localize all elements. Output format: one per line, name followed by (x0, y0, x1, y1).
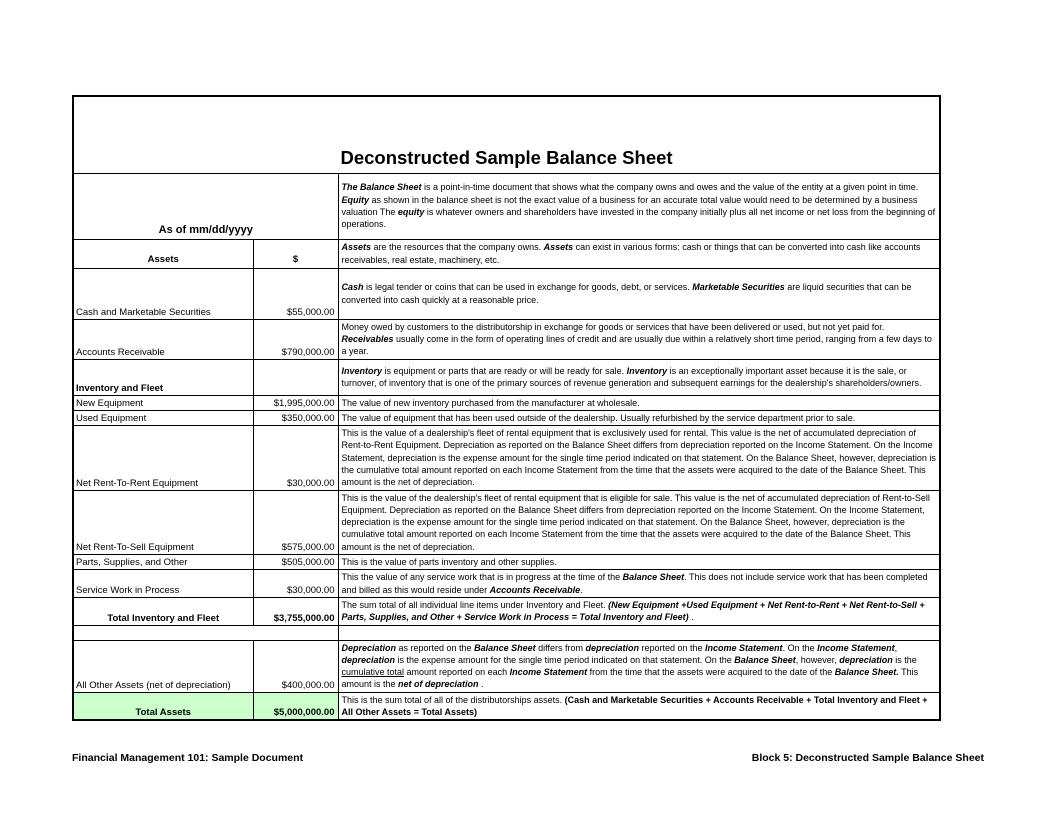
table-row-cash (73, 268, 940, 319)
balance-sheet-table (72, 95, 941, 721)
table-row-total-inventory (73, 597, 940, 625)
desc-cell-parts-supplies: This is the value of parts inventory and other supplies. (338, 555, 940, 570)
label-cell-new-equipment: New Equipment (73, 395, 253, 410)
desc-cell-accounts-receivable: Money owed by customers to the distributorship in exchange for goods or services that have been delivered or used, but not yet paid for. Receivables usually come in the form of operating lines of credit and are usually due within a relatively short time period, ranging from a few days to a year. (338, 319, 940, 359)
value-cell-net-rent-to-rent: $30,000.00 (253, 426, 338, 490)
page-title: Deconstructed Sample Balance Sheet (73, 96, 940, 173)
desc-cell-inventory-and-fleet: Inventory is equipment or parts that are ready or will be ready for sale. Inventory is an exceptionally important asset because it is the sale, or turnover, of inventory that is one of the primary sources of revenue generation and subsequent earnings for the dealership's shareholders/owners. (338, 359, 940, 395)
table-row-new-equipment (73, 395, 940, 410)
value-cell-parts-supplies: $505,000.00 (253, 555, 338, 570)
page-footer (72, 752, 984, 764)
desc-cell-total-inventory: The sum total of all individual line items under Inventory and Fleet. (New Equipment +Used Equipment + Net Rent-to-Rent + Net Rent-to-Sell + Parts, Supplies, and Other + Service Work in Process = Total Inventory and Fleet) . (338, 597, 940, 625)
desc-cell-total-assets: This is the sum total of all of the distributorships assets. (Cash and Marketable Securities + Accounts Receivable + Total Inventory and Fleet + All Other Assets = Total Assets) (338, 692, 940, 720)
table-row-service-work (73, 570, 940, 598)
value-cell-used-equipment: $350,000.00 (253, 410, 338, 425)
label-cell-accounts-receivable: Accounts Receivable (73, 319, 253, 359)
value-cell-new-equipment: $1,995,000.00 (253, 395, 338, 410)
table-row-assets-header (73, 239, 940, 268)
desc-cell-new-equipment: The value of new inventory purchased from the manufacturer at wholesale. (338, 395, 940, 410)
value-cell-total-assets: $5,000,000.00 (253, 692, 338, 720)
spacer-desc-cell (338, 625, 940, 640)
value-cell-all-other-assets: $400,000.00 (253, 640, 338, 692)
assets-header-cell: Assets (73, 239, 253, 268)
desc-cell-service-work: This the value of any service work that is in progress at the time of the Balance Sheet. This does not include service work that has been completed and billed as this would reside under Accounts Receivable. (338, 570, 940, 598)
label-cell-total-inventory: Total Inventory and Fleet (73, 597, 253, 625)
desc-cell-used-equipment: The value of equipment that has been used outside of the dealership. Usually refurbished by the service department prior to sale. (338, 410, 940, 425)
desc-cell-all-other-assets: Depreciation as reported on the Balance Sheet differs from depreciation reported on the Income Statement. On the Income Statement, depreciation is the expense amount for the single time period indicated on that statement. On the Balance Sheet, however, depreciation is the cumulative total amount reported on each Income Statement from the time that the assets were acquired to the date of the Balance Sheet. This amount is the net of depreciation . (338, 640, 940, 692)
value-cell-cash: $55,000.00 (253, 268, 338, 319)
table-row-net-rent-to-sell (73, 490, 940, 554)
table-row-spacer (73, 625, 940, 640)
label-cell-all-other-assets: All Other Assets (net of depreciation) (73, 640, 253, 692)
dollar-header-cell: $ (253, 239, 338, 268)
value-cell-accounts-receivable: $790,000.00 (253, 319, 338, 359)
table-row-parts-supplies (73, 555, 940, 570)
label-cell-service-work: Service Work in Process (73, 570, 253, 598)
desc-cell-as-of: The Balance Sheet is a point-in-time document that shows what the company owns and owes and the value of the entity at a given point in time. Equity as shown in the balance sheet is not the exact value of a business for an accurate total value would need to be determined by a business valuation The equity is whatever owners and shareholders have invested in the company initially plus all net income or net loss from the beginning of operations. (338, 173, 940, 239)
footer-left-text: Financial Management 101: Sample Document (72, 752, 304, 764)
desc-cell-net-rent-to-sell: This is the value of the dealership's fleet of rental equipment that is eligible for sale. This value is the net of accumulated depreciation of Rent-to-Sell Equipment. Depreciation as reported on the Balance Sheet differs from depreciation reported on the Income Statement. On the Income Statement, depreciation is the expense amount for the single time period indicated on that statement. On the Balance Sheet, however, depreciation is the cumulative total amount reported on each Income Statement from the time that the assets were acquired to the date of the Balance Sheet. This amount is the net of depreciation. (338, 490, 940, 554)
table-row-as-of (73, 173, 940, 239)
desc-cell-net-rent-to-rent: This is the value of a dealership's fleet of rental equipment that is exclusively used for rental. This value is the net of accumulated depreciation of Rent-to-Rent Equipment. Depreciation as reported on the Balance Sheet differs from depreciation reported on the Income Statement. On the Income Statement, depreciation is the expense amount for the single time period indicated on that statement. On the Balance Sheet, however, depreciation is the cumulative total amount reported on each Income Statement from the time that the assets were acquired to the date of the Balance Sheet. This amount is the net of depreciation. (338, 426, 940, 490)
title-row (73, 96, 940, 173)
label-cell-total-assets: Total Assets (73, 692, 253, 720)
footer-right-text: Block 5: Deconstructed Sample Balance Sheet (751, 752, 984, 764)
label-cell-parts-supplies: Parts, Supplies, and Other (73, 555, 253, 570)
table-row-accounts-receivable (73, 319, 940, 359)
label-cell-cash: Cash and Marketable Securities (73, 268, 253, 319)
value-cell-service-work: $30,000.00 (253, 570, 338, 598)
table-row-used-equipment (73, 410, 940, 425)
table-row-all-other-assets (73, 640, 940, 692)
label-cell-net-rent-to-sell: Net Rent-To-Sell Equipment (73, 490, 253, 554)
value-cell-net-rent-to-sell: $575,000.00 (253, 490, 338, 554)
label-cell-used-equipment: Used Equipment (73, 410, 253, 425)
desc-cell-cash: Cash is legal tender or coins that can be used in exchange for goods, debt, or services. Marketable Securities are liquid securities that can be converted into cash quickly at a reasonable price. (338, 268, 940, 319)
label-cell-net-rent-to-rent: Net Rent-To-Rent Equipment (73, 426, 253, 490)
as-of-date-cell: As of mm/dd/yyyy (73, 173, 338, 239)
value-cell-total-inventory: $3,755,000.00 (253, 597, 338, 625)
table-row-total-assets (73, 692, 940, 720)
table-row-inventory-and-fleet (73, 359, 940, 395)
desc-cell-assets-header: Assets are the resources that the company owns. Assets can exist in various forms: cash or things that can be converted into cash like accounts receivables, real estate, machinery, etc. (338, 239, 940, 268)
value-cell-inventory-and-fleet (253, 359, 338, 395)
spacer-cell (73, 625, 338, 640)
label-cell-inventory-and-fleet: Inventory and Fleet (73, 359, 253, 395)
table-row-net-rent-to-rent (73, 426, 940, 490)
